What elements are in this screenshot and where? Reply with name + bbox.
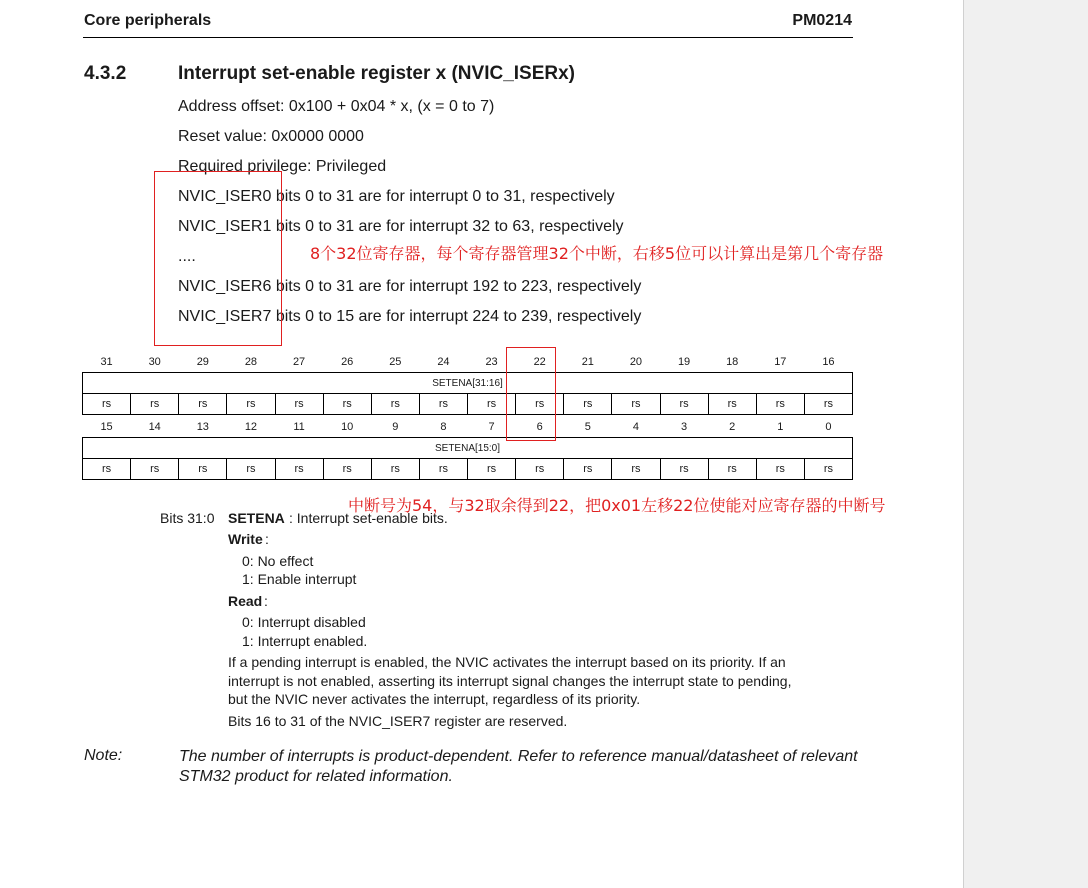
field-setena-low: SETENA[15:0] xyxy=(83,438,853,459)
bit-number-10: 10 xyxy=(341,421,354,433)
access-cell: rs xyxy=(516,394,564,415)
viewer-side-panel xyxy=(963,0,1088,888)
field-name: SETENA xyxy=(228,510,285,526)
bit-range: Bits 31:0 xyxy=(160,510,215,526)
register-table-low xyxy=(82,417,853,480)
section-title: Interrupt set-enable register x (NVIC_ISERx) xyxy=(178,63,575,84)
write-label: Write xyxy=(228,531,263,547)
access-cell: rs xyxy=(756,394,804,415)
access-cell: rs xyxy=(708,459,756,480)
section-number: 4.3.2 xyxy=(84,63,127,84)
access-cell: rs xyxy=(179,459,227,480)
access-cell: rs xyxy=(83,459,131,480)
header-divider xyxy=(83,37,853,38)
page-header-section: Core peripherals xyxy=(84,12,212,29)
bit-number-7: 7 xyxy=(488,421,495,433)
access-cell: rs xyxy=(419,459,467,480)
field-setena-high: SETENA[31:16] xyxy=(83,373,853,394)
bit-number-row-low xyxy=(83,417,853,438)
bit-number-5: 5 xyxy=(584,421,591,433)
bit-number-24: 24 xyxy=(437,356,450,368)
address-offset-line: Address offset: 0x100 + 0x04 * x, (x = 0 to 7) xyxy=(178,98,495,115)
access-cell: rs xyxy=(612,459,660,480)
bit-number-1: 1 xyxy=(777,421,784,433)
access-row-low xyxy=(83,459,853,480)
access-cell: rs xyxy=(371,459,419,480)
bit-number-2: 2 xyxy=(729,421,736,433)
access-cell: rs xyxy=(468,394,516,415)
bit-number-14: 14 xyxy=(148,421,161,433)
description-line-3: but the NVIC never activates the interrupt, regardless of its priority. xyxy=(228,691,641,707)
access-cell: rs xyxy=(708,394,756,415)
read-label: Read xyxy=(228,593,263,609)
access-cell: rs xyxy=(131,459,179,480)
access-cell: rs xyxy=(660,459,708,480)
bit-number-19: 19 xyxy=(677,356,691,368)
bit-number-9: 9 xyxy=(392,421,399,433)
iser6-line: NVIC_ISER6 bits 0 to 31 are for interrupt 192 to 223, respectively xyxy=(178,278,642,295)
write-option-1: 1: Enable interrupt xyxy=(242,571,357,587)
bit-number-17: 17 xyxy=(774,356,787,368)
access-cell: rs xyxy=(275,459,323,480)
bit-number-18: 18 xyxy=(726,356,739,368)
bit-number-23: 23 xyxy=(485,356,498,368)
description-line-1: If a pending interrupt is enabled, the NVIC activates the interrupt based on its priority. If an xyxy=(228,654,786,670)
access-cell: rs xyxy=(468,459,516,480)
access-cell: rs xyxy=(564,394,612,415)
access-cell: rs xyxy=(323,394,371,415)
access-cell: rs xyxy=(83,394,131,415)
bit-number-29: 29 xyxy=(196,356,209,368)
note-text: The number of interrupts is product-dependent. Refer to reference manual/datasheet of relevant STM32 product for related information. xyxy=(179,748,858,785)
access-row-high xyxy=(83,394,853,415)
iser1-line: NVIC_ISER1 bits 0 to 31 are for interrupt 32 to 63, respectively xyxy=(178,218,624,235)
access-cell: rs xyxy=(179,394,227,415)
register-table-high xyxy=(82,352,853,415)
page-header-doc-id: PM0214 xyxy=(792,12,852,29)
bit-number-21: 21 xyxy=(581,356,594,368)
bit-number-8: 8 xyxy=(440,421,447,433)
access-cell: rs xyxy=(804,394,852,415)
register-annotation: 8个32位寄存器，每个寄存器管理32个中断，右移5位可以计算出是第几个寄存器 xyxy=(310,244,884,263)
bit-number-15: 15 xyxy=(100,421,113,433)
reserved-line: Bits 16 to 31 of the NVIC_ISER7 register are reserved. xyxy=(228,713,568,729)
bit22-highlight-box xyxy=(506,347,556,441)
iser0-line: NVIC_ISER0 bits 0 to 31 are for interrupt 0 to 31, respectively xyxy=(178,188,615,205)
privilege-line: Required privilege: Privileged xyxy=(178,158,387,175)
read-colon: : xyxy=(264,593,268,609)
access-cell: rs xyxy=(371,394,419,415)
write-colon: : xyxy=(265,531,269,547)
read-option-1: 1: Interrupt enabled. xyxy=(242,633,368,649)
write-option-0: 0: No effect xyxy=(242,553,314,569)
access-cell: rs xyxy=(323,459,371,480)
bit-number-30: 30 xyxy=(148,356,161,368)
bit-number-27: 27 xyxy=(292,356,306,368)
access-cell: rs xyxy=(227,394,275,415)
bit-number-22: 22 xyxy=(533,356,546,368)
bit-annotation: 中断号为54，与32取余得到22，把0x01左移22位使能对应寄存器的中断号 xyxy=(348,496,886,515)
reset-value-line: Reset value: 0x0000 0000 xyxy=(178,128,364,145)
access-cell: rs xyxy=(275,394,323,415)
bit-number-28: 28 xyxy=(244,356,258,368)
read-option-0: 0: Interrupt disabled xyxy=(242,614,366,630)
access-cell: rs xyxy=(227,459,275,480)
bit-number-11: 11 xyxy=(293,421,305,433)
bit-number-16: 16 xyxy=(822,356,835,368)
register-names-highlight-box xyxy=(154,171,282,346)
ellipsis-line: .... xyxy=(178,248,196,265)
bit-number-4: 4 xyxy=(632,421,639,433)
bit-number-20: 20 xyxy=(629,356,643,368)
access-cell: rs xyxy=(419,394,467,415)
access-cell: rs xyxy=(756,459,804,480)
access-cell: rs xyxy=(612,394,660,415)
access-cell: rs xyxy=(660,394,708,415)
field-description: : Interrupt set-enable bits. xyxy=(289,510,448,526)
bit-number-0: 0 xyxy=(825,421,832,433)
access-cell: rs xyxy=(516,459,564,480)
note-label: Note: xyxy=(84,747,123,764)
bit-number-31: 31 xyxy=(100,356,113,368)
bit-number-3: 3 xyxy=(681,421,688,433)
iser7-line: NVIC_ISER7 bits 0 to 15 are for interrupt 224 to 239, respectively xyxy=(178,308,642,325)
access-cell: rs xyxy=(804,459,852,480)
bit-number-25: 25 xyxy=(389,356,402,368)
bit-number-6: 6 xyxy=(536,421,543,433)
bit-number-26: 26 xyxy=(341,356,354,368)
bit-number-row-high xyxy=(83,352,853,373)
bit-number-12: 12 xyxy=(244,421,258,433)
description-line-2: interrupt is not enabled, asserting its interrupt signal changes the interrupt state to pending, xyxy=(228,673,792,689)
access-cell: rs xyxy=(131,394,179,415)
bit-number-13: 13 xyxy=(196,421,209,433)
access-cell: rs xyxy=(564,459,612,480)
